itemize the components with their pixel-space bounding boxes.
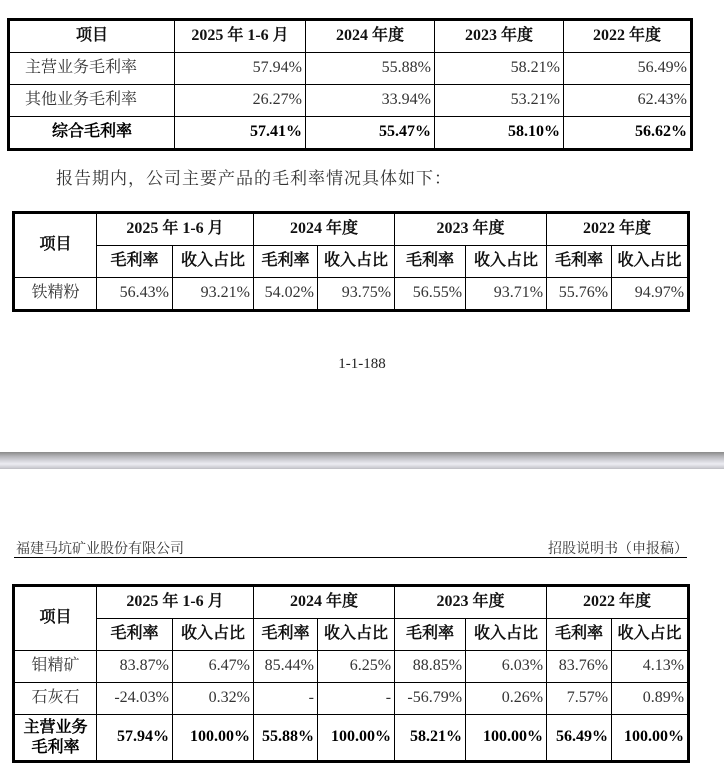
table-row xyxy=(15,278,688,310)
cell-value: 55.88% xyxy=(306,53,435,85)
page-header-rule xyxy=(14,557,687,558)
table-subheader-row xyxy=(15,619,688,651)
subheader-revenue-share: 收入占比 xyxy=(612,619,688,651)
table-row xyxy=(10,85,691,117)
page-header-company: 福建马坑矿业股份有限公司 xyxy=(16,541,184,557)
cell-value: - xyxy=(254,683,318,715)
subheader-revenue-share: 收入占比 xyxy=(466,619,547,651)
header-item: 项目 xyxy=(15,587,97,651)
cell-value: 56.49% xyxy=(547,715,612,761)
header-period: 2022 年度 xyxy=(547,587,688,619)
product-margin-table-2 xyxy=(14,586,688,761)
cell-value: 83.76% xyxy=(547,651,612,683)
table-header-row xyxy=(15,587,688,619)
subheader-margin: 毛利率 xyxy=(395,246,466,278)
cell-value: 58.21% xyxy=(395,715,466,761)
cell-value: 54.02% xyxy=(254,278,318,310)
cell-value: 4.13% xyxy=(612,651,688,683)
header-period: 2025 年 1-6 月 xyxy=(97,587,254,619)
cell-value: 6.25% xyxy=(318,651,395,683)
subheader-margin: 毛利率 xyxy=(254,619,318,651)
cell-value: 6.03% xyxy=(466,651,547,683)
cell-value: 93.71% xyxy=(466,278,547,310)
subheader-margin: 毛利率 xyxy=(97,619,173,651)
subheader-revenue-share: 收入占比 xyxy=(466,246,547,278)
cell-value: 62.43% xyxy=(564,85,691,117)
table-row xyxy=(15,651,688,683)
product-margin-table-1 xyxy=(14,213,688,310)
header-item: 项目 xyxy=(10,21,175,53)
cell-value: 100.00% xyxy=(466,715,547,761)
header-period: 2022 年度 xyxy=(547,214,688,246)
row-label xyxy=(15,715,97,761)
subheader-revenue-share: 收入占比 xyxy=(612,246,688,278)
cell-value: 7.57% xyxy=(547,683,612,715)
cell-value: 88.85% xyxy=(395,651,466,683)
header-period: 2023 年度 xyxy=(395,587,547,619)
subheader-margin: 毛利率 xyxy=(547,246,612,278)
table-row-total xyxy=(10,117,691,149)
cell-value: 56.43% xyxy=(97,278,173,310)
row-label: 综合毛利率 xyxy=(10,117,175,149)
cell-value: 100.00% xyxy=(612,715,688,761)
table-row xyxy=(10,53,691,85)
cell-value: 56.49% xyxy=(564,53,691,85)
subheader-revenue-share: 收入占比 xyxy=(318,619,395,651)
cell-value: 94.97% xyxy=(612,278,688,310)
cell-value: 58.21% xyxy=(435,53,564,85)
cell-value: 6.47% xyxy=(173,651,254,683)
cell-value: 0.89% xyxy=(612,683,688,715)
intro-paragraph: 报告期内，公司主要产品的毛利率情况具体如下： xyxy=(56,169,452,188)
cell-value: 26.27% xyxy=(175,85,306,117)
row-label: 其他业务毛利率 xyxy=(10,85,175,117)
cell-value: 53.21% xyxy=(435,85,564,117)
subheader-margin: 毛利率 xyxy=(254,246,318,278)
cell-value: 57.41% xyxy=(175,117,306,149)
header-period: 2024 年度 xyxy=(254,587,395,619)
page-break-divider xyxy=(0,452,724,469)
header-2022: 2022 年度 xyxy=(564,21,691,53)
cell-value: 93.21% xyxy=(173,278,254,310)
cell-value: 33.94% xyxy=(306,85,435,117)
cell-value: 0.26% xyxy=(466,683,547,715)
cell-value: 55.76% xyxy=(547,278,612,310)
header-item: 项目 xyxy=(15,214,97,278)
cell-value: 55.88% xyxy=(254,715,318,761)
row-label-line2: 毛利率 xyxy=(31,738,80,756)
row-label: 铁精粉 xyxy=(15,278,97,310)
table-row-total xyxy=(15,715,688,761)
header-period: 2025 年 1-6 月 xyxy=(97,214,254,246)
cell-value: 93.75% xyxy=(318,278,395,310)
cell-value: 55.47% xyxy=(306,117,435,149)
cell-value: -24.03% xyxy=(97,683,173,715)
subheader-revenue-share: 收入占比 xyxy=(173,246,254,278)
row-label-line1: 主营业务 xyxy=(23,719,88,737)
table-header-row xyxy=(10,21,691,53)
page-header-document: 招股说明书（申报稿） xyxy=(548,541,688,557)
cell-value: 100.00% xyxy=(173,715,254,761)
subheader-revenue-share: 收入占比 xyxy=(318,246,395,278)
cell-value: 57.94% xyxy=(175,53,306,85)
table-subheader-row xyxy=(15,246,688,278)
table-row xyxy=(15,683,688,715)
subheader-margin: 毛利率 xyxy=(97,246,173,278)
gross-margin-summary-table xyxy=(9,20,691,149)
header-2025h1: 2025 年 1-6 月 xyxy=(175,21,306,53)
cell-value: 56.55% xyxy=(395,278,466,310)
cell-value: 56.62% xyxy=(564,117,691,149)
row-label: 主营业务毛利率 xyxy=(10,53,175,85)
header-period: 2023 年度 xyxy=(395,214,547,246)
cell-value: 100.00% xyxy=(318,715,395,761)
subheader-margin: 毛利率 xyxy=(395,619,466,651)
header-2023: 2023 年度 xyxy=(435,21,564,53)
cell-value: -56.79% xyxy=(395,683,466,715)
row-label: 钼精矿 xyxy=(15,651,97,683)
cell-value: 83.87% xyxy=(97,651,173,683)
subheader-margin: 毛利率 xyxy=(547,619,612,651)
cell-value: 85.44% xyxy=(254,651,318,683)
row-label: 石灰石 xyxy=(15,683,97,715)
page-number: 1-1-188 xyxy=(338,356,386,372)
header-2024: 2024 年度 xyxy=(306,21,435,53)
cell-value: - xyxy=(318,683,395,715)
cell-value: 57.94% xyxy=(97,715,173,761)
cell-value: 0.32% xyxy=(173,683,254,715)
header-period: 2024 年度 xyxy=(254,214,395,246)
cell-value: 58.10% xyxy=(435,117,564,149)
table-header-row xyxy=(15,214,688,246)
subheader-revenue-share: 收入占比 xyxy=(173,619,254,651)
